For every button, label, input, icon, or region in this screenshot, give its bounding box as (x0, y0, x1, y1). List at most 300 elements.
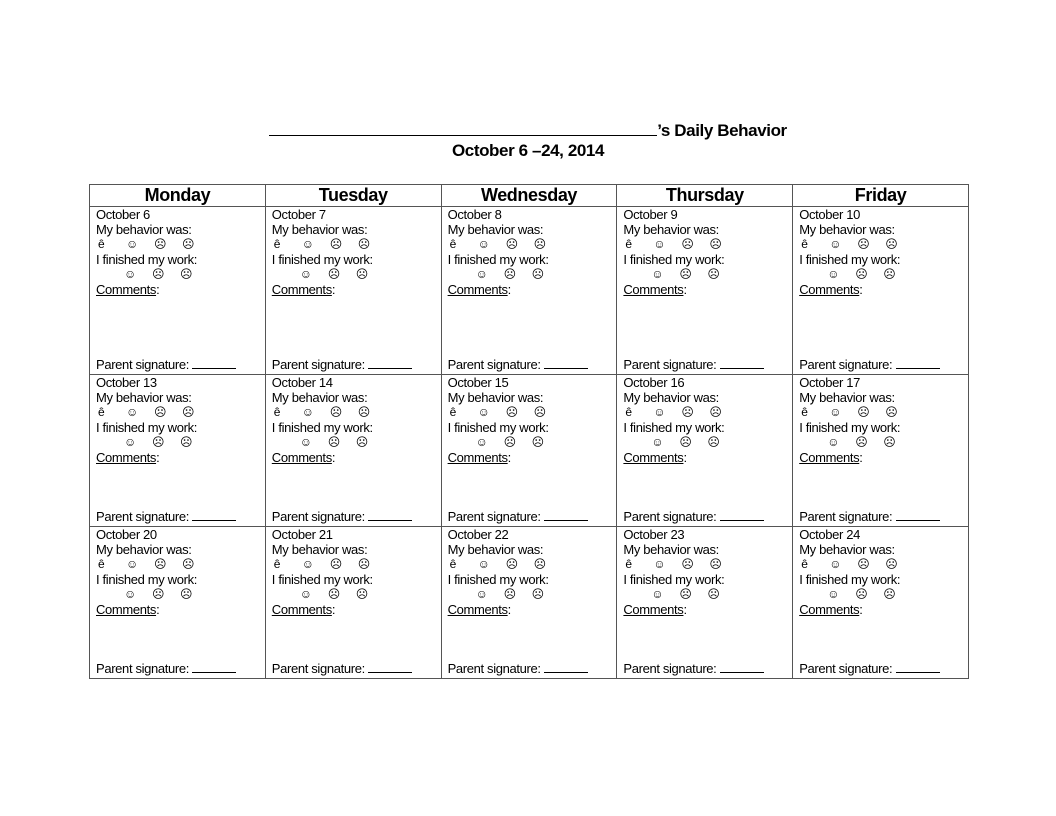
frowny-face-icon[interactable]: ☹ (883, 587, 896, 601)
neutral-face-icon[interactable]: ☹ (505, 405, 518, 419)
frowny-face-icon[interactable]: ☹ (355, 435, 368, 449)
signature-label: Parent signature: (623, 509, 720, 524)
comments-label (623, 602, 792, 617)
frowny-face-icon[interactable]: ☹ (707, 587, 720, 601)
comments-label-text: Comments (447, 282, 508, 297)
frowny-face-icon[interactable]: ☹ (180, 267, 193, 281)
smiley-face-icon[interactable]: ☺ (299, 587, 312, 601)
signature-line[interactable] (192, 357, 236, 369)
day-date: October 14 (271, 375, 333, 390)
day-cell-friday[interactable] (793, 527, 969, 679)
neutral-face-icon[interactable]: ☹ (857, 557, 870, 571)
day-cell-content (90, 375, 265, 526)
day-cell-content (442, 375, 617, 526)
comments-label (448, 450, 617, 465)
neutral-face-icon[interactable]: ☹ (679, 587, 692, 601)
work-label: I finished my work: (799, 252, 901, 267)
work-label: I finished my work: (447, 572, 549, 587)
smiley-face-icon[interactable]: ☺ (477, 557, 490, 571)
neutral-face-icon[interactable]: ☹ (681, 237, 694, 251)
page-title (0, 119, 1056, 141)
neutral-face-icon[interactable]: ☹ (152, 587, 165, 601)
signature-line[interactable] (544, 661, 588, 673)
comments-colon: : (859, 450, 863, 465)
week-row (90, 207, 969, 375)
smiley-face-icon[interactable]: ☺ (126, 405, 138, 419)
behavior-faces (623, 405, 792, 420)
comments-label-text: Comments (271, 282, 332, 297)
neutral-face-icon[interactable]: ☹ (152, 435, 165, 449)
behavior-rating-symbol[interactable]: ê (801, 237, 808, 251)
day-date: October 23 (623, 527, 685, 542)
comments-colon: : (683, 282, 687, 297)
behavior-label: My behavior was: (96, 222, 192, 237)
signature-label: Parent signature: (447, 661, 544, 676)
day-cell-content (266, 375, 441, 526)
frowny-face-icon[interactable]: ☹ (709, 557, 722, 571)
day-cell-monday[interactable] (90, 207, 266, 375)
frowny-face-icon[interactable]: ☹ (182, 237, 195, 251)
comments-label (96, 602, 265, 617)
smiley-face-icon[interactable]: ☺ (475, 435, 488, 449)
neutral-face-icon[interactable]: ☹ (679, 435, 692, 449)
comments-colon: : (156, 602, 160, 617)
smiley-face-icon[interactable]: ☺ (477, 237, 490, 251)
parent-signature (799, 509, 939, 524)
comments-label (799, 282, 968, 297)
parent-signature (448, 509, 588, 524)
smiley-face-icon[interactable]: ☺ (653, 405, 666, 419)
comments-label-text: Comments (96, 450, 157, 465)
signature-line[interactable] (896, 509, 940, 521)
frowny-face-icon[interactable]: ☹ (357, 237, 370, 251)
comments-label-text: Comments (623, 282, 684, 297)
signature-label: Parent signature: (96, 357, 193, 372)
work-label: I finished my work: (271, 572, 373, 587)
work-label: I finished my work: (447, 252, 549, 267)
neutral-face-icon[interactable]: ☹ (505, 237, 518, 251)
comments-colon: : (331, 602, 336, 617)
signature-line[interactable] (192, 509, 236, 521)
frowny-face-icon[interactable]: ☹ (709, 405, 722, 419)
day-header-wednesday: Wednesday (441, 185, 617, 207)
day-date: October 13 (96, 375, 157, 390)
comments-label-text: Comments (799, 602, 860, 617)
behavior-rating-symbol[interactable]: ê (449, 557, 456, 571)
day-cell-wednesday[interactable] (441, 375, 617, 527)
behavior-rating-symbol[interactable]: ê (801, 557, 808, 571)
behavior-rating-symbol[interactable]: ê (625, 237, 632, 251)
signature-line[interactable] (544, 357, 588, 369)
smiley-face-icon[interactable]: ☺ (475, 267, 488, 281)
signature-label: Parent signature: (96, 509, 193, 524)
neutral-face-icon[interactable]: ☹ (327, 435, 340, 449)
parent-signature (623, 357, 763, 372)
frowny-face-icon[interactable]: ☹ (357, 405, 370, 419)
signature-label: Parent signature: (96, 661, 193, 676)
day-cell-content (442, 527, 617, 678)
comments-colon: : (507, 602, 511, 617)
parent-signature (96, 661, 236, 676)
comments-label (799, 450, 968, 465)
smiley-face-icon[interactable]: ☺ (829, 237, 842, 251)
smiley-face-icon[interactable]: ☺ (299, 435, 312, 449)
day-date: October 6 (96, 207, 150, 222)
week-row (90, 375, 969, 527)
frowny-face-icon[interactable]: ☹ (707, 435, 720, 449)
comments-colon: : (507, 282, 511, 297)
work-label: I finished my work: (623, 572, 725, 587)
signature-line[interactable] (368, 357, 412, 369)
day-date: October 10 (799, 207, 861, 222)
day-cell-thursday[interactable] (617, 375, 793, 527)
behavior-label: My behavior was: (447, 542, 544, 557)
day-date: October 24 (799, 527, 861, 542)
frowny-face-icon[interactable]: ☹ (180, 587, 193, 601)
day-cell-content (90, 527, 265, 678)
behavior-label: My behavior was: (271, 222, 368, 237)
day-cell-content (617, 527, 792, 678)
neutral-face-icon[interactable]: ☹ (857, 237, 870, 251)
neutral-face-icon[interactable]: ☹ (154, 557, 167, 571)
signature-label: Parent signature: (799, 661, 896, 676)
comments-label (272, 602, 441, 617)
smiley-face-icon[interactable]: ☺ (126, 237, 138, 251)
behavior-faces (96, 557, 265, 572)
frowny-face-icon[interactable]: ☹ (531, 267, 544, 281)
day-cell-content (617, 375, 792, 526)
behavior-faces (448, 237, 617, 252)
day-cell-monday[interactable] (90, 375, 266, 527)
smiley-face-icon[interactable]: ☺ (124, 435, 136, 449)
behavior-faces (623, 557, 792, 572)
smiley-face-icon[interactable]: ☺ (827, 435, 840, 449)
smiley-face-icon[interactable]: ☺ (827, 267, 840, 281)
neutral-face-icon[interactable]: ☹ (154, 237, 167, 251)
comments-label-text: Comments (799, 282, 860, 297)
behavior-label: My behavior was: (447, 222, 544, 237)
work-faces (272, 435, 441, 450)
day-header-tuesday: Tuesday (265, 185, 441, 207)
neutral-face-icon[interactable]: ☹ (152, 267, 165, 281)
day-cell-thursday[interactable] (617, 527, 793, 679)
work-label: I finished my work: (623, 420, 725, 435)
work-faces (799, 267, 968, 282)
behavior-label: My behavior was: (799, 222, 895, 237)
neutral-face-icon[interactable]: ☹ (505, 557, 518, 571)
work-label: I finished my work: (96, 420, 197, 435)
work-label: I finished my work: (96, 572, 197, 587)
behavior-rating-symbol[interactable]: ê (625, 557, 632, 571)
comments-colon: : (859, 282, 863, 297)
signature-line[interactable] (544, 509, 588, 521)
smiley-face-icon[interactable]: ☺ (301, 405, 314, 419)
comments-colon: : (859, 602, 863, 617)
day-header-monday: Monday (90, 185, 266, 207)
day-cell-tuesday[interactable] (265, 375, 441, 527)
behavior-label: My behavior was: (271, 390, 368, 405)
day-cell-content (266, 527, 441, 678)
frowny-face-icon[interactable]: ☹ (533, 557, 546, 571)
day-date: October 16 (623, 375, 685, 390)
parent-signature (272, 661, 412, 676)
smiley-face-icon[interactable]: ☺ (301, 557, 314, 571)
behavior-faces (799, 557, 968, 572)
signature-line[interactable] (192, 661, 236, 673)
neutral-face-icon[interactable]: ☹ (503, 435, 516, 449)
work-label: I finished my work: (447, 420, 549, 435)
smiley-face-icon[interactable]: ☺ (653, 237, 666, 251)
signature-line[interactable] (896, 661, 940, 673)
signature-label: Parent signature: (799, 509, 896, 524)
comments-label-text: Comments (271, 450, 332, 465)
neutral-face-icon[interactable]: ☹ (327, 587, 340, 601)
work-faces (623, 435, 792, 450)
behavior-label: My behavior was: (799, 542, 895, 557)
comments-colon: : (156, 282, 160, 297)
frowny-face-icon[interactable]: ☹ (180, 435, 193, 449)
smiley-face-icon[interactable]: ☺ (124, 267, 136, 281)
comments-colon: : (683, 602, 687, 617)
comments-label-text: Comments (799, 450, 860, 465)
smiley-face-icon[interactable]: ☺ (651, 435, 664, 449)
behavior-rating-symbol[interactable]: ê (98, 557, 105, 571)
behavior-faces (448, 405, 617, 420)
comments-colon: : (683, 450, 687, 465)
neutral-face-icon[interactable]: ☹ (855, 587, 868, 601)
day-date: October 15 (447, 375, 509, 390)
work-faces (272, 587, 441, 602)
smiley-face-icon[interactable]: ☺ (651, 267, 664, 281)
day-cell-thursday[interactable] (617, 207, 793, 375)
day-cell-content (90, 207, 265, 374)
smiley-face-icon[interactable]: ☺ (475, 587, 488, 601)
neutral-face-icon[interactable]: ☹ (681, 405, 694, 419)
signature-line[interactable] (368, 509, 412, 521)
neutral-face-icon[interactable]: ☹ (679, 267, 692, 281)
day-header-friday: Friday (793, 185, 969, 207)
frowny-face-icon[interactable]: ☹ (355, 267, 368, 281)
work-faces (623, 587, 792, 602)
day-cell-content (793, 527, 968, 678)
behavior-rating-symbol[interactable]: ê (625, 405, 632, 419)
behavior-label: My behavior was: (799, 390, 895, 405)
behavior-rating-symbol[interactable]: ê (98, 405, 105, 419)
smiley-face-icon[interactable]: ☺ (829, 405, 842, 419)
work-label: I finished my work: (271, 252, 373, 267)
smiley-face-icon[interactable]: ☺ (651, 587, 664, 601)
day-cell-tuesday[interactable] (265, 207, 441, 375)
date-range: October 6 –24, 2014 (451, 141, 605, 160)
neutral-face-icon[interactable]: ☹ (154, 405, 167, 419)
frowny-face-icon[interactable]: ☹ (883, 267, 896, 281)
signature-line[interactable] (720, 509, 764, 521)
frowny-face-icon[interactable]: ☹ (182, 405, 195, 419)
neutral-face-icon[interactable]: ☹ (329, 405, 342, 419)
behavior-calendar (89, 184, 969, 679)
title-suffix: ’s Daily Behavior (657, 121, 787, 140)
smiley-face-icon[interactable]: ☺ (301, 237, 314, 251)
day-cell-content (793, 207, 968, 374)
parent-signature (623, 661, 763, 676)
parent-signature (272, 357, 412, 372)
frowny-face-icon[interactable]: ☹ (885, 237, 898, 251)
work-faces (448, 267, 617, 282)
behavior-rating-symbol[interactable]: ê (98, 237, 105, 251)
name-blank-line[interactable] (269, 119, 657, 136)
signature-line[interactable] (720, 357, 764, 369)
comments-label-text: Comments (447, 450, 508, 465)
day-cell-tuesday[interactable] (265, 527, 441, 679)
smiley-face-icon[interactable]: ☺ (653, 557, 666, 571)
comments-label (448, 282, 617, 297)
frowny-face-icon[interactable]: ☹ (182, 557, 195, 571)
signature-label: Parent signature: (271, 357, 369, 372)
comments-label (799, 602, 968, 617)
signature-label: Parent signature: (623, 661, 720, 676)
smiley-face-icon[interactable]: ☺ (124, 587, 136, 601)
behavior-rating-symbol[interactable]: ê (273, 557, 281, 571)
work-faces (272, 267, 441, 282)
signature-line[interactable] (896, 357, 940, 369)
behavior-rating-symbol[interactable]: ê (273, 405, 281, 419)
work-faces (96, 587, 265, 602)
week-row (90, 527, 969, 679)
comments-colon: : (331, 282, 336, 297)
smiley-face-icon[interactable]: ☺ (827, 587, 840, 601)
work-faces (799, 435, 968, 450)
parent-signature (623, 509, 763, 524)
comments-label (448, 602, 617, 617)
work-label: I finished my work: (623, 252, 725, 267)
behavior-rating-symbol[interactable]: ê (273, 237, 281, 251)
day-header-thursday: Thursday (617, 185, 793, 207)
work-faces (448, 435, 617, 450)
frowny-face-icon[interactable]: ☹ (531, 435, 544, 449)
comments-label (623, 282, 792, 297)
day-date: October 9 (623, 207, 678, 222)
behavior-rating-symbol[interactable]: ê (449, 237, 456, 251)
day-cell-monday[interactable] (90, 527, 266, 679)
smiley-face-icon[interactable]: ☺ (477, 405, 490, 419)
day-cell-content (617, 207, 792, 374)
day-cell-content (266, 207, 441, 374)
frowny-face-icon[interactable]: ☹ (531, 587, 544, 601)
comments-label (96, 282, 265, 297)
behavior-label: My behavior was: (623, 390, 719, 405)
work-label: I finished my work: (271, 420, 373, 435)
comments-label-text: Comments (623, 450, 684, 465)
behavior-label: My behavior was: (271, 542, 368, 557)
frowny-face-icon[interactable]: ☹ (883, 435, 896, 449)
behavior-rating-symbol[interactable]: ê (449, 405, 456, 419)
behavior-faces (448, 557, 617, 572)
comments-label-text: Comments (447, 602, 508, 617)
signature-label: Parent signature: (447, 357, 544, 372)
work-faces (623, 267, 792, 282)
neutral-face-icon[interactable]: ☹ (681, 557, 694, 571)
work-faces (799, 587, 968, 602)
behavior-faces (799, 405, 968, 420)
behavior-label: My behavior was: (96, 390, 192, 405)
neutral-face-icon[interactable]: ☹ (857, 405, 870, 419)
frowny-face-icon[interactable]: ☹ (707, 267, 720, 281)
frowny-face-icon[interactable]: ☹ (709, 237, 722, 251)
work-label: I finished my work: (799, 420, 901, 435)
behavior-faces (623, 237, 792, 252)
frowny-face-icon[interactable]: ☹ (357, 557, 370, 571)
day-cell-content (793, 375, 968, 526)
signature-label: Parent signature: (799, 357, 896, 372)
day-cell-friday[interactable] (793, 375, 969, 527)
work-label: I finished my work: (799, 572, 901, 587)
signature-line[interactable] (368, 661, 412, 673)
day-cell-wednesday[interactable] (441, 527, 617, 679)
signature-label: Parent signature: (271, 661, 369, 676)
frowny-face-icon[interactable]: ☹ (885, 557, 898, 571)
frowny-face-icon[interactable]: ☹ (533, 237, 546, 251)
smiley-face-icon[interactable]: ☺ (126, 557, 138, 571)
parent-signature (448, 357, 588, 372)
neutral-face-icon[interactable]: ☹ (503, 587, 516, 601)
behavior-faces (272, 557, 441, 572)
parent-signature (799, 661, 939, 676)
parent-signature (272, 509, 412, 524)
day-cell-friday[interactable] (793, 207, 969, 375)
behavior-faces (272, 405, 441, 420)
signature-line[interactable] (720, 661, 764, 673)
behavior-rating-symbol[interactable]: ê (801, 405, 808, 419)
signature-label: Parent signature: (447, 509, 544, 524)
work-label: I finished my work: (96, 252, 197, 267)
neutral-face-icon[interactable]: ☹ (503, 267, 516, 281)
work-faces (96, 267, 265, 282)
smiley-face-icon[interactable]: ☺ (829, 557, 842, 571)
behavior-label: My behavior was: (623, 222, 719, 237)
day-cell-wednesday[interactable] (441, 207, 617, 375)
signature-label: Parent signature: (623, 357, 720, 372)
day-date: October 8 (447, 207, 502, 222)
signature-label: Parent signature: (271, 509, 369, 524)
parent-signature (448, 661, 588, 676)
frowny-face-icon[interactable]: ☹ (355, 587, 368, 601)
comments-label (272, 282, 441, 297)
frowny-face-icon[interactable]: ☹ (533, 405, 546, 419)
comments-label (272, 450, 441, 465)
comments-colon: : (156, 450, 160, 465)
day-date: October 20 (96, 527, 157, 542)
behavior-faces (96, 405, 265, 420)
frowny-face-icon[interactable]: ☹ (885, 405, 898, 419)
comments-colon: : (331, 450, 336, 465)
neutral-face-icon[interactable]: ☹ (855, 267, 868, 281)
comments-colon: : (507, 450, 511, 465)
comments-label-text: Comments (96, 282, 157, 297)
comments-label-text: Comments (271, 602, 332, 617)
neutral-face-icon[interactable]: ☹ (329, 237, 342, 251)
neutral-face-icon[interactable]: ☹ (327, 267, 340, 281)
neutral-face-icon[interactable]: ☹ (855, 435, 868, 449)
weekday-header-row (90, 185, 969, 207)
comments-label (96, 450, 265, 465)
day-date: October 21 (271, 527, 333, 542)
neutral-face-icon[interactable]: ☹ (329, 557, 342, 571)
day-cell-content (442, 207, 617, 374)
day-date: October 17 (799, 375, 861, 390)
parent-signature (96, 509, 236, 524)
smiley-face-icon[interactable]: ☺ (299, 267, 312, 281)
behavior-faces (799, 237, 968, 252)
